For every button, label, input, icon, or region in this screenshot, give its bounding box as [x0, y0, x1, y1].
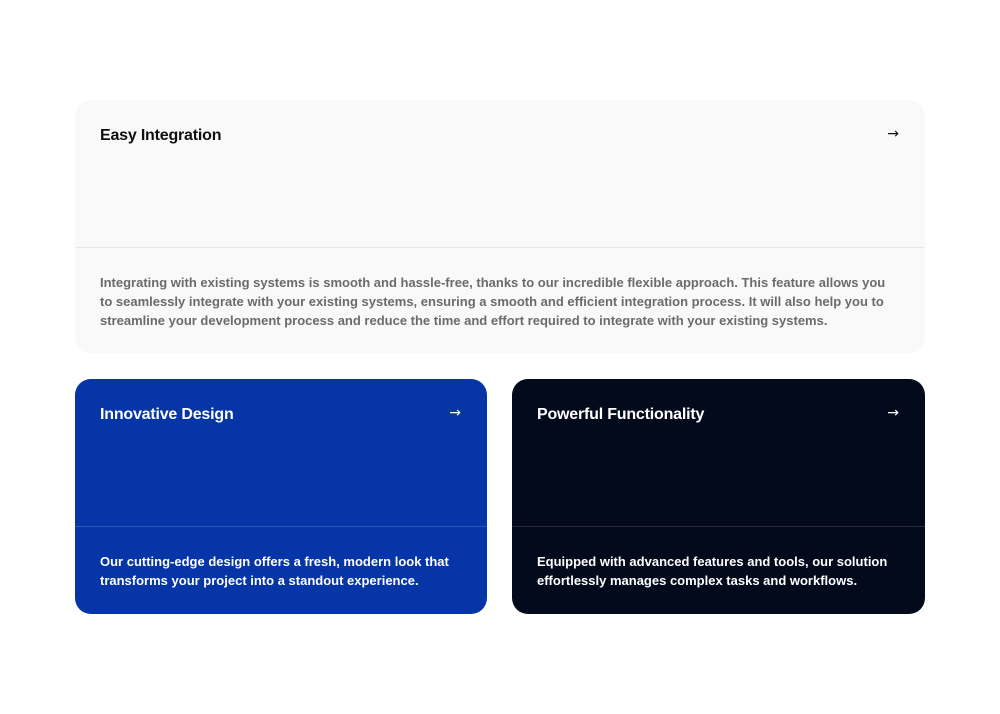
- card-header: [512, 379, 925, 526]
- card-title: Powerful Functionality: [537, 406, 705, 423]
- arrow-right-icon[interactable]: →: [887, 405, 899, 421]
- feature-card-innovative-design[interactable]: [75, 379, 487, 614]
- card-description: Integrating with existing systems is smooth and hassle-free, thanks to our incredible flexible approach. This feature allows you to seamlessly integrate with your existing systems, ensuring a smooth and efficient integration process. It will also help you to streamline your development process and reduce the time and effort required to integrate with your existing systems.: [100, 275, 886, 328]
- card-title: Easy Integration: [100, 127, 222, 144]
- feature-card-powerful-functionality[interactable]: [512, 379, 925, 614]
- arrow-right-icon[interactable]: →: [449, 405, 461, 421]
- card-header: [75, 100, 925, 247]
- arrow-right-icon[interactable]: →: [887, 126, 899, 142]
- card-title: Innovative Design: [100, 406, 234, 423]
- card-description: Equipped with advanced features and tools, our solution effortlessly manages complex tasks and workflows.: [537, 554, 888, 588]
- card-divider: [75, 247, 925, 248]
- card-description: Our cutting-edge design offers a fresh, modern look that transforms your project into a standout experience.: [100, 554, 449, 588]
- card-divider: [75, 526, 487, 527]
- card-divider: [512, 526, 925, 527]
- feature-card-easy-integration[interactable]: [75, 100, 925, 353]
- card-header: [75, 379, 487, 526]
